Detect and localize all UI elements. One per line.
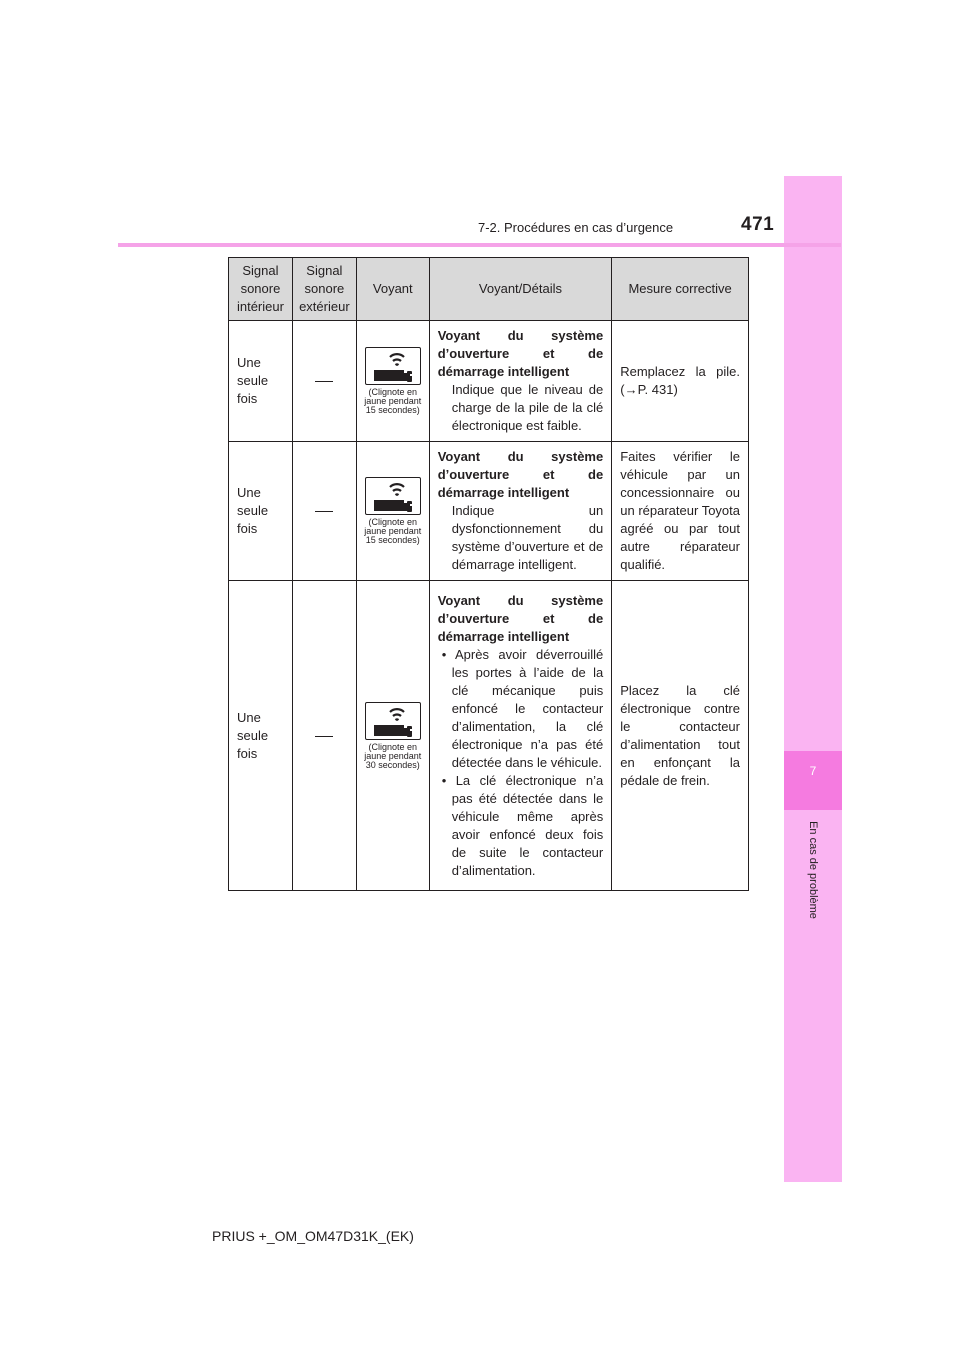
- smart-key-warning-icon: [365, 702, 421, 740]
- indicator-note: (Clignote en jaune pendant 15 secondes): [364, 517, 422, 545]
- table-row: [229, 581, 749, 891]
- indicator-cell: [356, 442, 429, 581]
- dash-mark: [315, 736, 333, 737]
- document-code: PRIUS +_OM_OM47D31K_(EK): [212, 1228, 414, 1244]
- chapter-number: 7: [809, 764, 817, 778]
- chapter-title: En cas de problème: [807, 821, 819, 919]
- smart-key-warning-icon: [365, 347, 421, 385]
- header-rule: [118, 243, 841, 247]
- col-header-interior: Signal sonore intérieur: [229, 258, 293, 321]
- col-header-exterior: Signal sonore extérieur: [292, 258, 356, 321]
- detail-title: Voyant du système d’ouverture et de démarrage intelligent: [437, 449, 604, 500]
- col-header-action: Mesure corrective: [612, 258, 749, 321]
- col-header-indicator: Voyant: [356, 258, 429, 321]
- interior-signal: Une seule fois: [229, 321, 293, 442]
- interior-signal: Une seule fois: [229, 581, 293, 891]
- detail-title: Voyant du système d’ouverture et de démarrage intelligent: [437, 592, 604, 644]
- detail-text: Indique que le niveau de charge de la pile de la clé électronique est faible.: [451, 382, 604, 433]
- exterior-signal: [292, 321, 356, 442]
- detail-title: Voyant du système d’ouverture et de démarrage intelligent: [437, 328, 604, 379]
- smart-key-warning-icon: [365, 477, 421, 515]
- detail-text: Indique un dysfonctionnement du système d’ouverture et de démarrage intelligent.: [451, 503, 604, 572]
- dash-mark: [315, 381, 333, 382]
- table-row: [229, 442, 749, 581]
- detail-cell: [429, 321, 612, 442]
- detail-bullet: • Après avoir déverrouillé les portes à l’aide de la clé mécanique puis enfoncé le contacteur d’alimentation, la clé électronique n’a pas été détectée dans le véhicule.: [441, 646, 604, 770]
- page-number: 471: [741, 214, 775, 235]
- col-header-details: Voyant/Détails: [429, 258, 612, 321]
- corrective-action: Placez la clé électronique contre le contacteur d’alimentation tout en enfonçant la pédale de frein.: [612, 581, 749, 891]
- dash-mark: [315, 511, 333, 512]
- chapter-side-tab: [784, 176, 842, 1182]
- indicator-note: (Clignote en jaune pendant 30 secondes): [364, 741, 422, 770]
- warning-table: [228, 257, 749, 891]
- table-header-row: [229, 258, 749, 321]
- exterior-signal: [292, 442, 356, 581]
- section-title: 7-2. Procédures en cas d’urgence: [478, 220, 674, 235]
- detail-cell: [429, 442, 612, 581]
- detail-bullet: • La clé électronique n’a pas été détectée dans le véhicule même après avoir enfoncé deux fois de suite le contacteur d’alimentation.: [441, 772, 604, 878]
- exterior-signal: [292, 581, 356, 891]
- detail-cell: [429, 581, 612, 891]
- corrective-action: Remplacez la pile. (→P. 431): [612, 321, 749, 442]
- corrective-action: Faites vérifier le véhicule par un concessionnaire ou un réparateur Toyota agréé ou par tout autre réparateur qualifié.: [612, 442, 749, 581]
- indicator-cell: [356, 321, 429, 442]
- indicator-note: (Clignote en jaune pendant 15 secondes): [364, 387, 422, 415]
- table-row: [229, 321, 749, 442]
- chapter-active-marker: [784, 751, 842, 810]
- interior-signal: Une seule fois: [229, 442, 293, 581]
- indicator-cell: [356, 581, 429, 891]
